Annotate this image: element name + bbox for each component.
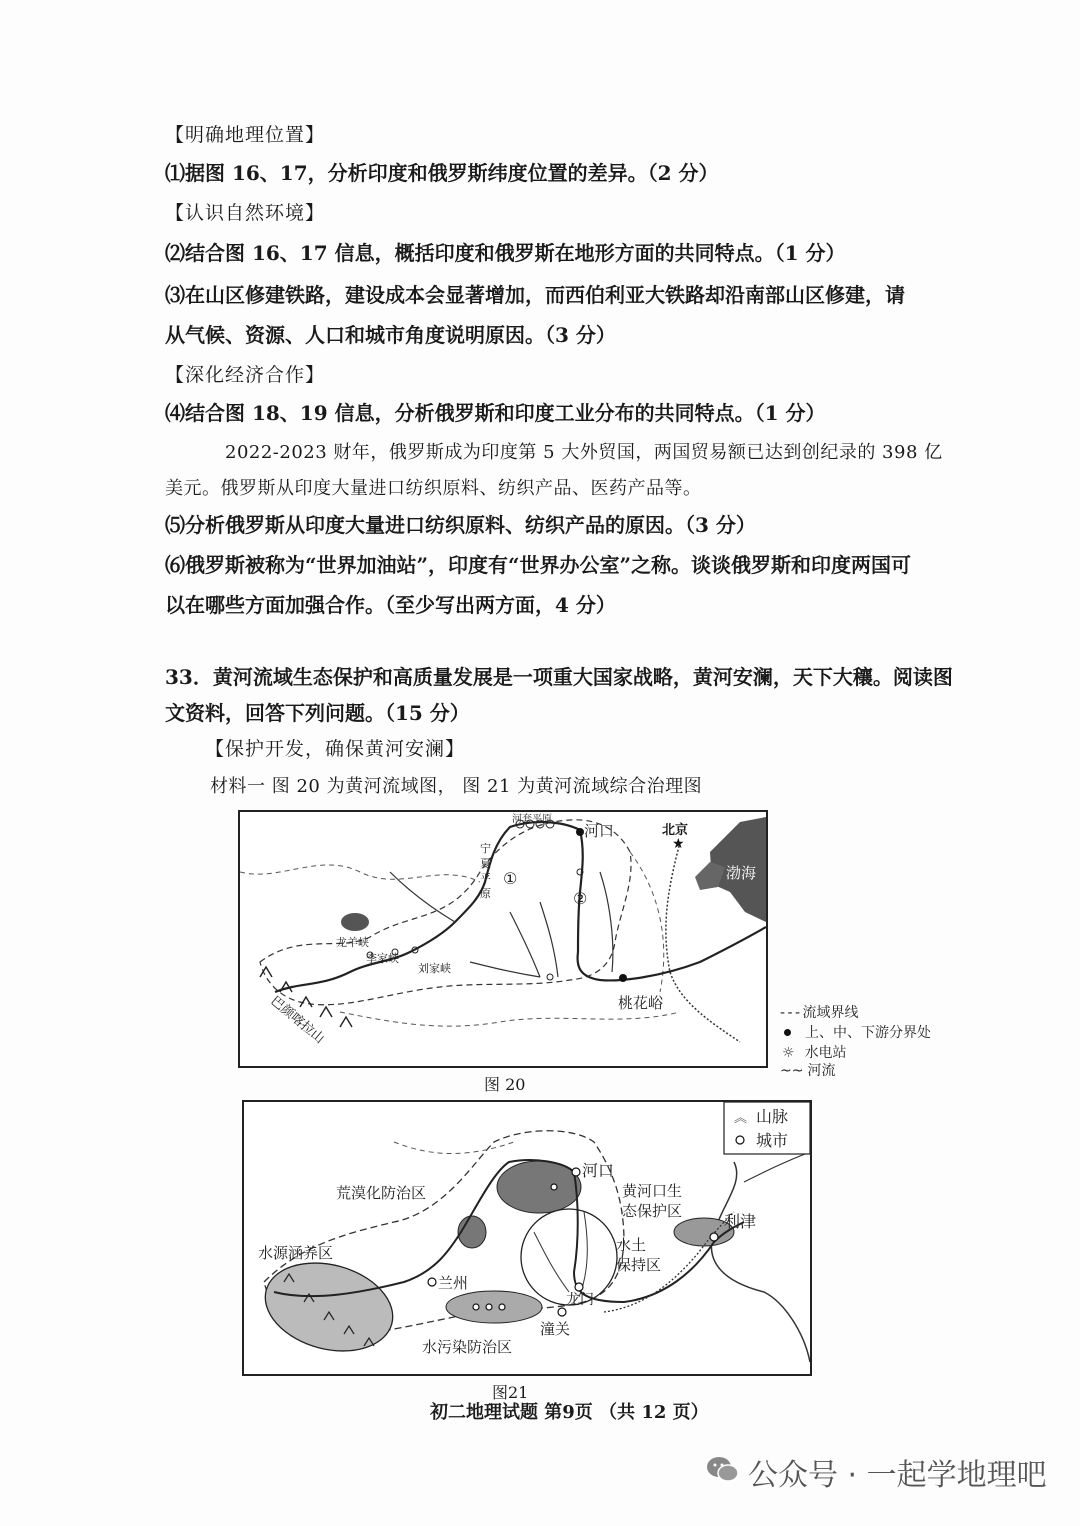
hetao-plain-label: 河套平原 <box>512 814 552 825</box>
material-one-caption: 材料一 图 20 为黄河流域图， 图 21 为黄河流域综合治理图 <box>210 776 703 797</box>
ningxia-plain-label-3: 平 <box>480 872 491 885</box>
soil-zone-label-2: 保持区 <box>616 1256 662 1274</box>
section-heading-environment: 【认识自然环境】 <box>165 202 326 224</box>
legend-city: 城市 <box>756 1131 789 1150</box>
question-6-line2: 以在哪些方面加强合作。（至少写出两方面，4 分） <box>165 593 616 617</box>
basin-boundary-line <box>260 820 631 1005</box>
map-figure-20 <box>238 810 768 1068</box>
hekou-boundary-point <box>576 828 584 836</box>
section-heading-location: 【明确地理位置】 <box>165 124 326 146</box>
yellow-river-basin-map <box>240 812 766 1066</box>
beijing-label: 北京 <box>662 823 689 838</box>
yellow-river-line <box>275 822 766 992</box>
map-figure-21 <box>242 1100 812 1376</box>
bohai-label: 渤海 <box>726 864 757 882</box>
watermark-text: 公众号 · 一起学地理吧 <box>748 1458 1047 1493</box>
legend-reach-boundary: 上、中、下游分界处 <box>780 1022 931 1042</box>
question-33-line1: 33．黄河流域生态保护和高质量发展是一项重大国家战略，黄河安澜，天下大穰。阅读图 <box>165 665 953 689</box>
figure-20-caption: 图 20 <box>484 1075 526 1094</box>
soil-conservation-zone <box>521 1209 617 1305</box>
lake-shape <box>341 913 369 931</box>
question-33-line2: 文资料，回答下列问题。（15 分） <box>165 701 470 725</box>
liujiaxia-label: 刘家峡 <box>418 962 451 975</box>
question-2: ⑵结合图 16、17 信息，概括印度和俄罗斯在地形方面的共同特点。（1 分） <box>165 241 846 265</box>
ningxia-plain-label-4: 原 <box>480 887 491 900</box>
figure-21-caption: 图21 <box>492 1383 529 1402</box>
lijin-label: 利津 <box>724 1212 757 1231</box>
bayan-har-label: 巴颜喀拉山 <box>267 993 327 1047</box>
question-6-line1: ⑹俄罗斯被称为“世界加油站”，印度有“世界办公室”之称。谈谈俄罗斯和印度两国可 <box>165 553 912 577</box>
water-source-conservation-zone <box>255 1250 402 1365</box>
longyangxia-label: 龙羊峡 <box>336 936 369 949</box>
page-footer: 初二地理试题 第9页 （共 12 页） <box>430 1402 709 1423</box>
question-3-line1: ⑶在山区修建铁路，建设成本会显著增加，而西伯利亚大铁路却沿南部山区修建，请 <box>165 283 905 307</box>
svg-text:︽: ︽ <box>734 1111 748 1126</box>
legend-hydropower: ☼ 水电站 <box>782 1045 847 1061</box>
region-1-label: ① <box>503 869 518 888</box>
soil-zone-label-1: 水土 <box>616 1236 647 1254</box>
delta-zone-label-1: 黄河口生 <box>622 1182 683 1200</box>
yellow-river-governance-map <box>244 1102 810 1374</box>
legend-mountain: 山脉 <box>756 1107 789 1126</box>
tongguan-label: 潼关 <box>540 1320 571 1338</box>
lanzhou-label: 兰州 <box>438 1274 469 1292</box>
water-pollution-zone <box>446 1291 542 1323</box>
legend-basin-boundary: - - - 流域界线 <box>780 1005 859 1021</box>
question-1: ⑴据图 16、17，分析印度和俄罗斯纬度位置的差异。（2 分） <box>165 161 719 185</box>
delta-zone-label-2: 态保护区 <box>622 1202 683 1220</box>
hekou-label-21: 河口 <box>582 1161 615 1180</box>
material-paragraph-line1: 2022-2023 财年，俄罗斯成为印度第 5 大外贸国，两国贸易额已达到创纪录的 398 亿 <box>225 442 943 463</box>
ningxia-plain-label-1: 宁 <box>480 842 491 855</box>
section-heading-economy: 【深化经济合作】 <box>165 364 326 386</box>
hekou-label: 河口 <box>584 822 615 840</box>
longmen-label: 龙门 <box>566 1292 594 1308</box>
question-3-line2: 从气候、资源、人口和城市角度说明原因。（3 分） <box>165 323 616 347</box>
section-heading-protection: 【保护开发，确保黄河安澜】 <box>205 738 466 760</box>
question-4: ⑷结合图 18、19 信息，分析俄罗斯和印度工业分布的共同特点。（1 分） <box>165 401 826 425</box>
svg-text:★: ★ <box>672 836 685 852</box>
material-paragraph-line2: 美元。俄罗斯从印度大量进口纺织原料、纺织产品、医药产品等。 <box>165 478 702 499</box>
region-2-label: ② <box>573 889 588 908</box>
wechat-icon <box>706 1456 740 1484</box>
ningxia-plain-label-2: 夏 <box>480 857 491 870</box>
taohuayu-boundary-point <box>619 974 627 982</box>
taohuayu-label: 桃花峪 <box>618 994 664 1012</box>
legend-river: ~~ 河流 <box>780 1063 836 1079</box>
water-source-label: 水源涵养区 <box>258 1244 334 1262</box>
desertification-label: 荒漠化防治区 <box>336 1184 427 1202</box>
water-pollution-label: 水污染防治区 <box>422 1338 513 1356</box>
lijiaxia-label: 李家峡 <box>366 952 399 965</box>
question-5: ⑸分析俄罗斯从印度大量进口纺织原料、纺织产品的原因。（3 分） <box>165 513 756 537</box>
desertification-zone-west <box>458 1216 486 1248</box>
